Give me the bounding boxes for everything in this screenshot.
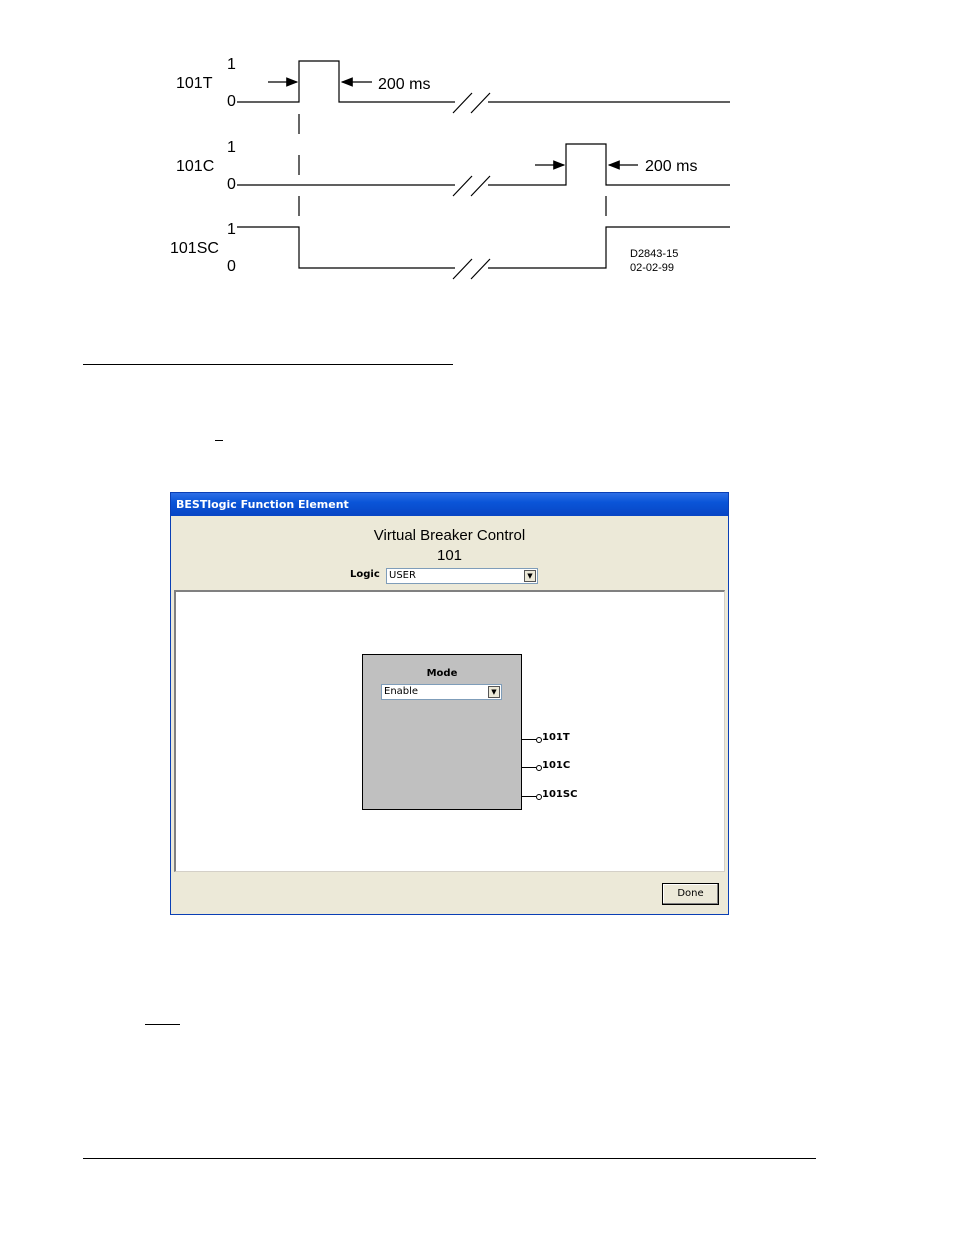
dialog-subtitle: 101 [436, 547, 463, 564]
signal-name-101c: 101C [176, 158, 215, 175]
bestlogic-dialog [170, 492, 729, 915]
chevron-down-icon[interactable]: ▼ [488, 686, 500, 698]
signal-name-101t: 101T [176, 75, 213, 92]
heading-underline [83, 364, 453, 365]
logic-canvas [174, 590, 725, 872]
logic-select-value: USER [389, 570, 416, 581]
mode-select[interactable] [381, 684, 502, 700]
dialog-titlebar[interactable]: BESTlogic Function Element [171, 493, 728, 516]
pulse-width-101t: 200 ms [378, 76, 431, 93]
short-underline [215, 440, 223, 441]
waveform-101t [237, 61, 730, 102]
logic-label: Logic [350, 569, 380, 580]
drawing-date: 02-02-99 [630, 262, 675, 274]
dialog-header [174, 516, 725, 582]
signal-name-101sc: 101SC [170, 240, 219, 257]
footer-rule [83, 1158, 816, 1159]
signal-low-101sc: 0 [227, 258, 236, 275]
output-label: 101T [542, 732, 570, 743]
chevron-down-icon[interactable]: ▼ [524, 570, 536, 582]
note-underline [145, 1024, 180, 1025]
timing-diagram [0, 0, 954, 300]
mode-label: Mode [426, 668, 458, 679]
drawing-number: D2843-15 [630, 248, 679, 260]
pulse-width-101c: 200 ms [645, 158, 698, 175]
signal-high-101c: 1 [227, 139, 236, 156]
mode-select-value: Enable [384, 686, 419, 697]
dialog-title: Virtual Breaker Control [373, 527, 526, 544]
function-block[interactable] [362, 654, 522, 810]
signal-high-101sc: 1 [227, 221, 236, 238]
done-button[interactable]: Done [662, 883, 719, 905]
output-label: 101C [542, 760, 571, 771]
signal-low-101c: 0 [227, 176, 236, 193]
signal-low-101t: 0 [227, 93, 236, 110]
output-label: 101SC [542, 789, 578, 800]
signal-high-101t: 1 [227, 56, 236, 73]
logic-select[interactable] [386, 568, 538, 584]
